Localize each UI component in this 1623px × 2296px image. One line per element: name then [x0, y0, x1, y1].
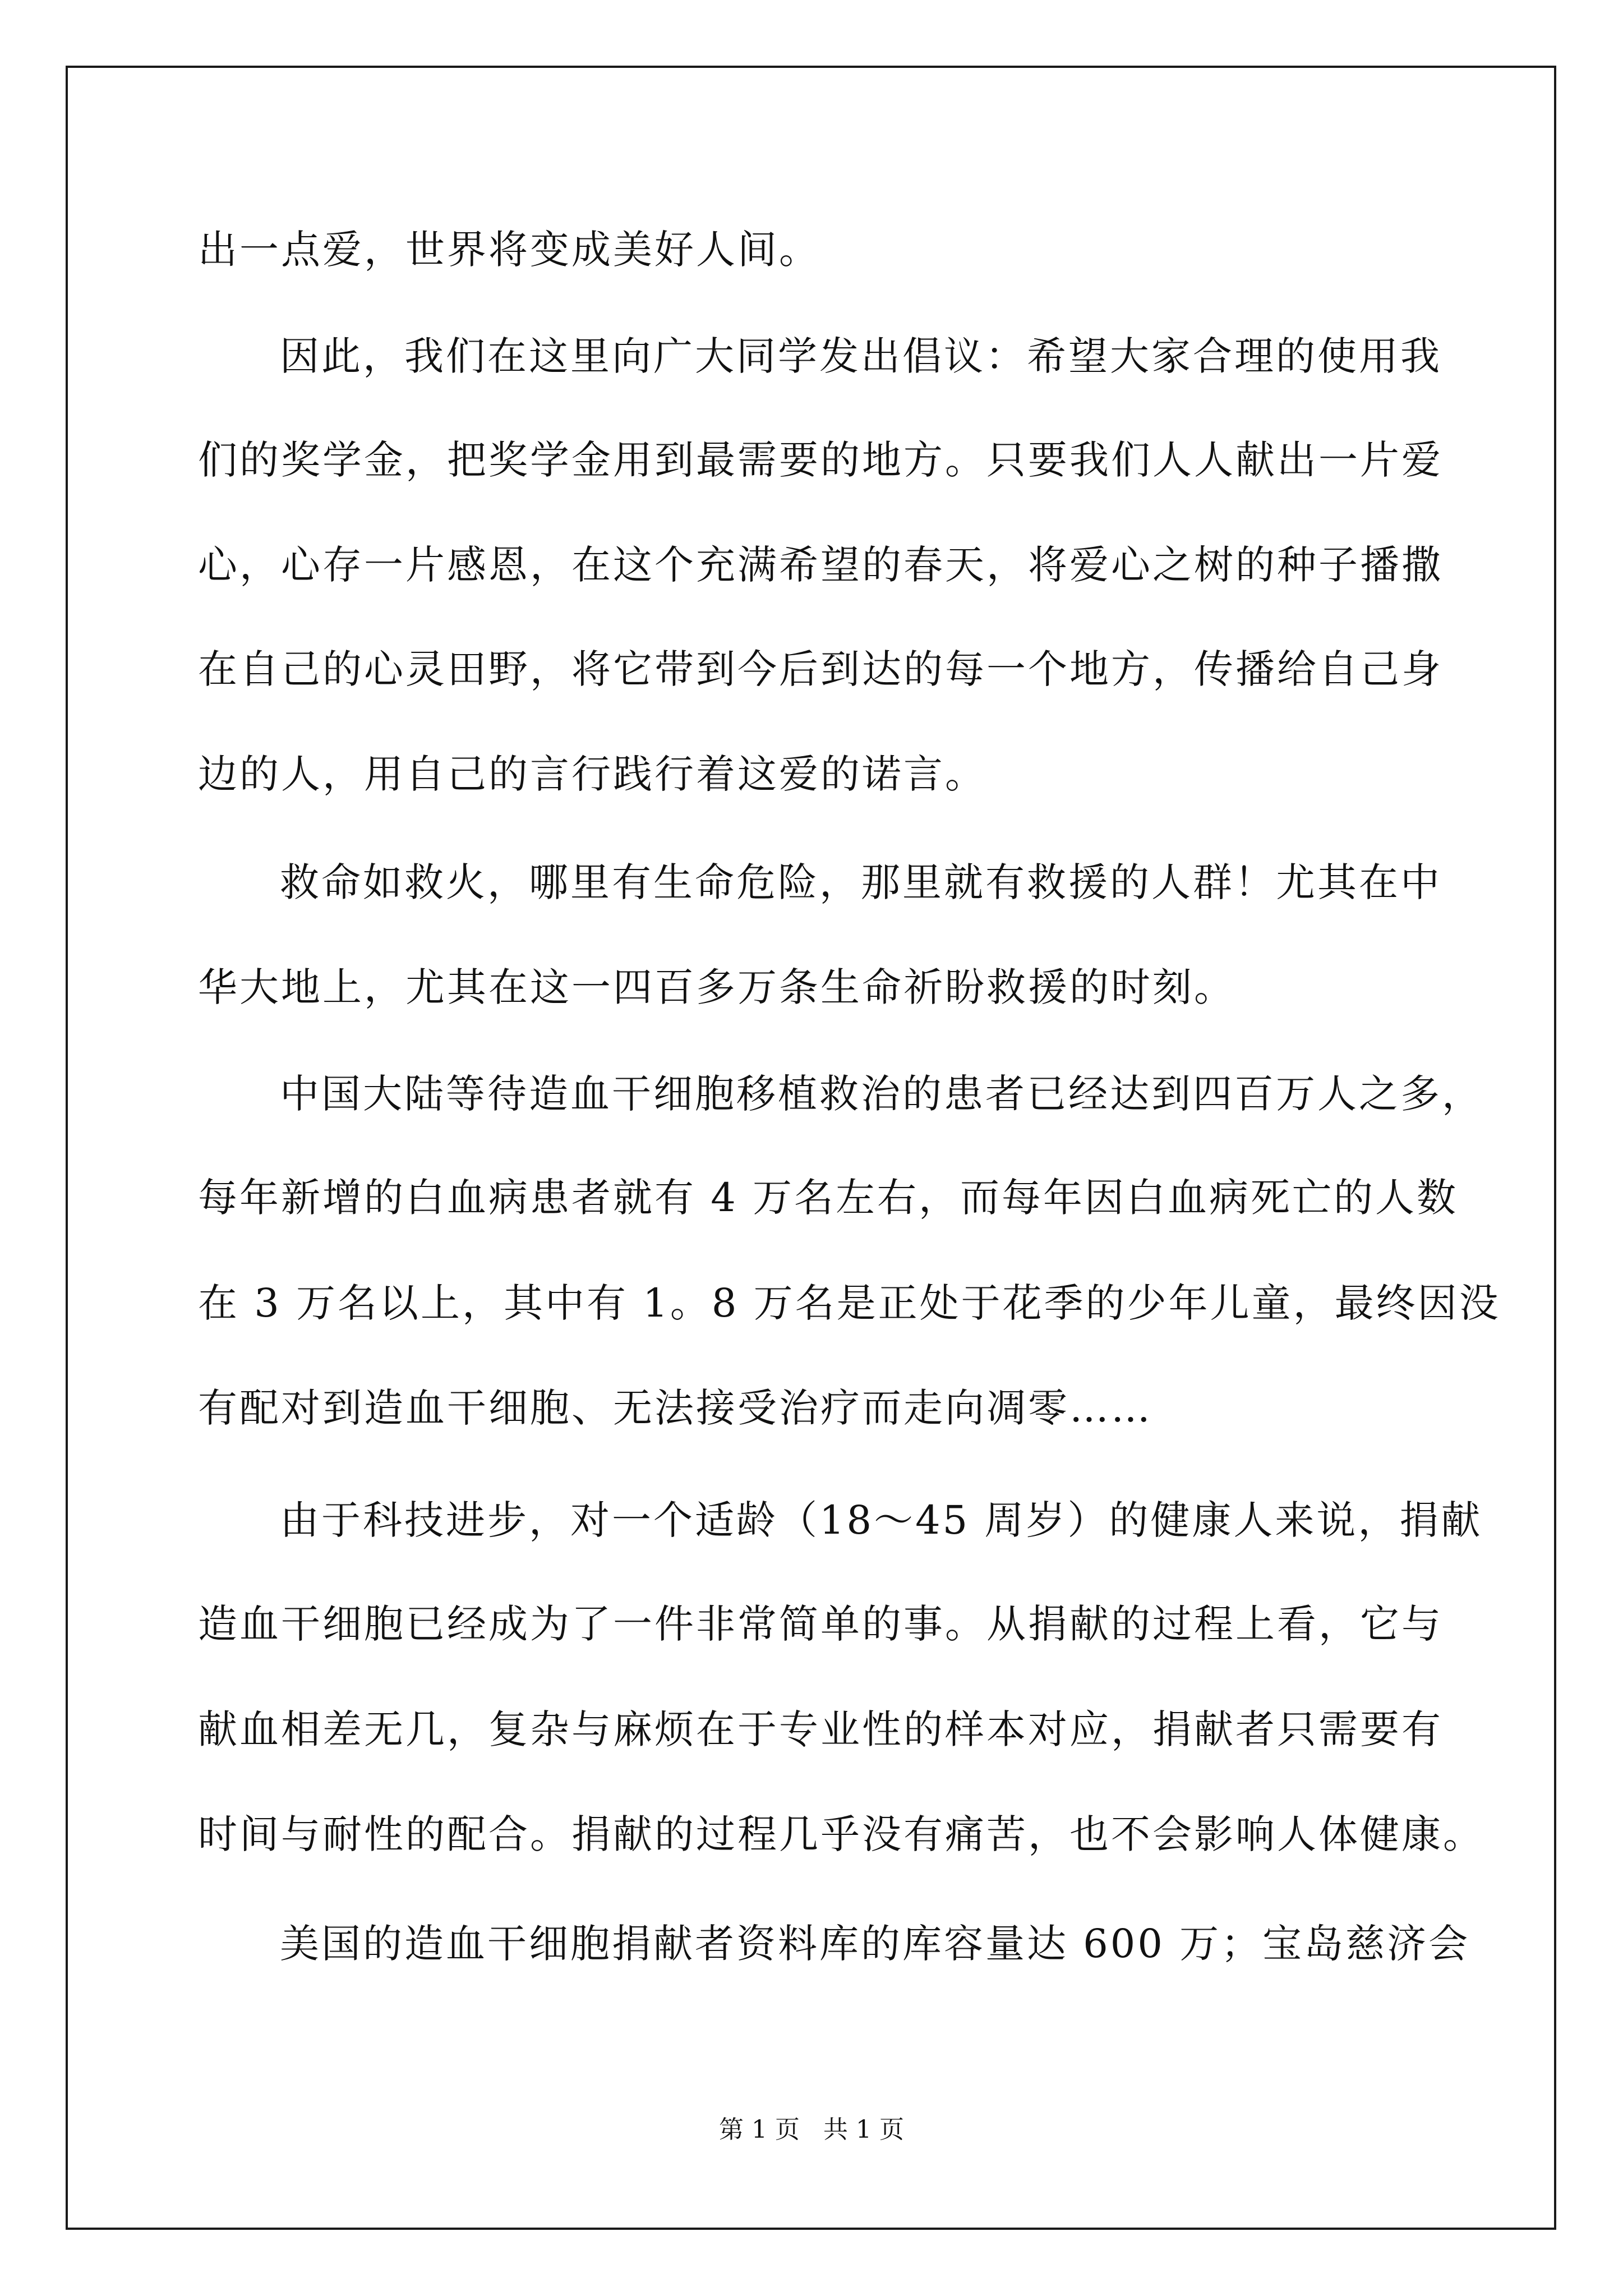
text-line-13: 由于科技进步，对一个适龄（18～45 周岁）的健康人来说，捐献: [280, 1497, 1483, 1543]
text-line-15: 献血相差无几，复杂与麻烦在于专业性的样本对应，捐献者只需要有: [198, 1706, 1443, 1752]
text-line-8: 华大地上，尤其在这一四百多万条生命祈盼救援的时刻。: [198, 964, 1235, 1010]
text-line-14: 造血干细胞已经成为了一件非常简单的事。从捐献的过程上看，它与: [198, 1601, 1443, 1647]
text-line-3: 们的奖学金，把奖学金用到最需要的地方。只要我们人人献出一片爱: [198, 437, 1443, 483]
text-line-5: 在自己的心灵田野，将它带到今后到达的每一个地方，传播给自己身: [198, 646, 1443, 692]
page-border: [66, 66, 1556, 2230]
text-line-12: 有配对到造血干细胞、无法接受治疗而走向凋零……: [198, 1385, 1152, 1431]
text-line-10: 每年新增的白血病患者就有 4 万名左右，而每年因白血病死亡的人数: [198, 1175, 1459, 1221]
text-line-17: 美国的造血干细胞捐献者资料库的库容量达 600 万；宝岛慈济会: [280, 1921, 1470, 1967]
text-line-9: 中国大陆等待造血干细胞移植救治的患者已经达到四百万人之多，: [280, 1071, 1483, 1117]
text-line-6: 边的人，用自己的言行践行着这爱的诺言。: [198, 751, 986, 797]
text-line-4: 心，心存一片感恩，在这个充满希望的春天，将爱心之树的种子播撒: [198, 542, 1443, 588]
text-line-16: 时间与耐性的配合。捐献的过程几乎没有痛苦，也不会影响人体健康。: [198, 1811, 1484, 1857]
page-number-footer: 第 1 页 共 1 页: [719, 2115, 904, 2144]
text-line-2: 因此，我们在这里向广大同学发出倡议：希望大家合理的使用我: [280, 333, 1442, 379]
text-line-11: 在 3 万名以上，其中有 1。8 万名是正处于花季的少年儿童，最终因没: [198, 1280, 1501, 1326]
text-line-1: 出一点爱，世界将变成美好人间。: [198, 227, 820, 273]
text-line-7: 救命如救火，哪里有生命危险，那里就有救援的人群！尤其在中: [280, 859, 1442, 905]
